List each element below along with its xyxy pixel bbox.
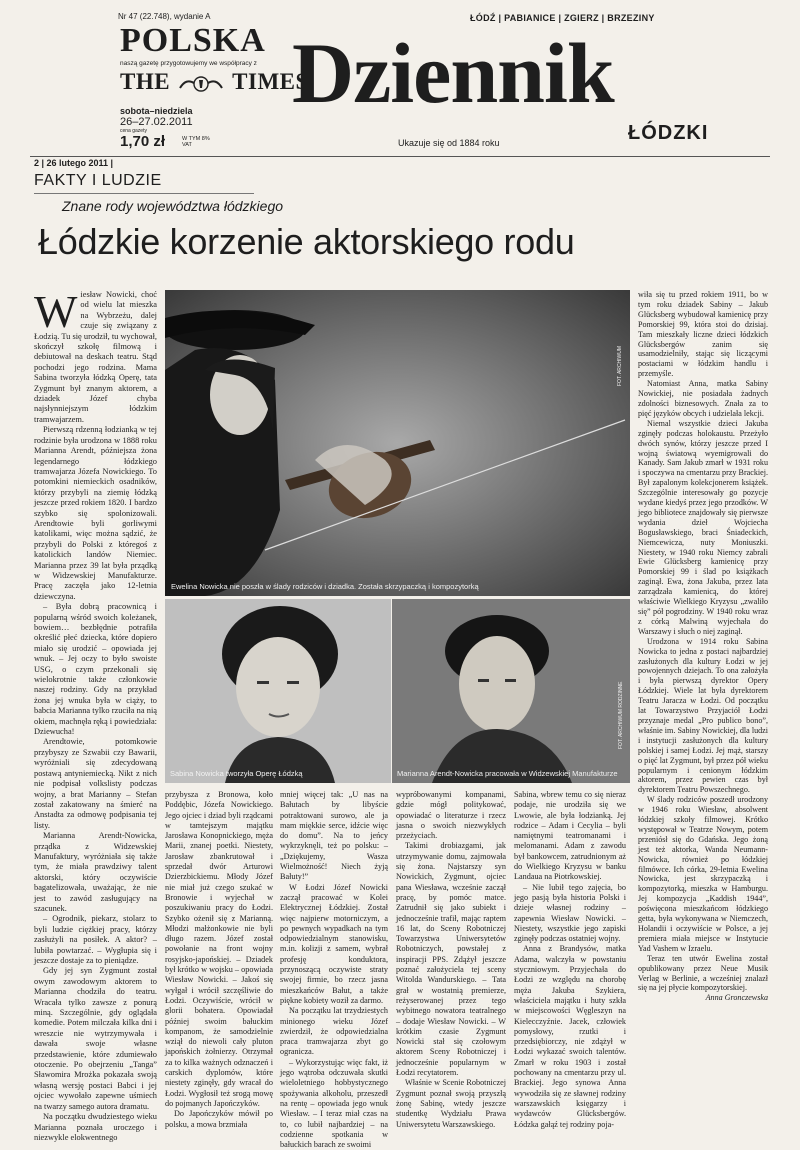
paragraph: Marianna Arendt-Nowicka, prządka z Widzewskiej Manufaktury, wyróżniała się także tym, że miała prawdziwy talent aktorski, który oczywiście bagatelizowała, uważając, że nie jest to zawód zasługujący na szacunek. <box>34 831 157 913</box>
article-column-4 <box>396 790 506 1129</box>
edition-dates: 26–27.02.2011 <box>120 116 193 128</box>
price-note: cena gazety <box>120 128 147 134</box>
photo-caption-left: Sabina Nowicka tworzyła Operę Łódzką <box>170 769 303 778</box>
drop-cap: W <box>34 286 78 337</box>
section-rubric: FAKTY I LUDZIE <box>34 172 162 189</box>
paragraph: Pierwszą rdzenną łodzianką w tej rodzinie była urodzona w 1888 roku Marianna Arendt, późniejsza żona legendarnego łódzkiego tramwajarza Józefa Nowickiego. To potomkini niemieckich osadników, którzy przybyli na ziemię łódzką jeszcze przed rokiem 1820. I bardzo szybko się spolonizowali. Arendtowie byli gorliwymi katolikami, więc można sądzić, że przybyli do Polski z któregoś z katolickich landów Niemiec. Marianna przez 39 lat była prządką w Widzewskiej Manufakturze. Pracę zaczęła jako 12-letnia dziewczyna. <box>34 425 157 601</box>
newspaper-title: Dziennik <box>292 25 614 121</box>
paragraph: W Łodzi Józef Nowicki zaczął pracować w Kolei Elektrycznej Łódzkiej. Został więc najpierw motorniczym, a po pewnych wypadkach na tym odpowiedzialnym stanowisku, m.in. kolizji z samem, wybrał profesję konduktora, przynoszącą oczywiste straty swojej firmie, bo rzecz jasna mieszkańców Bałut, a także piękne kobiety woził za darmo. <box>280 882 388 1005</box>
paragraph: Anna z Brandysów, matka Adama, walczyła w powstaniu styczniowym. Przyjechała do Łodzi ze względu na chorobę męża Jakuba Szykiera, właściciela majątku i huty szkła w miejscowości Węgleszyn na Kielecczyźnie. Jacek, człowiek pomysłowy, rzutki i przedsiębiorczy, nie zdążył w Łodzi wykazać swoich talentów. Zmarł w roku 1903 i został pochowany na cmentarzu przy ul. Brackiej. Jego synowa Anna wywodziła się ze sławnej rodziny warszawskich księgarzy i wydawców Glücksbergów. Łódzka gałąź tej rodziny poja- <box>514 944 626 1129</box>
paragraph: mniej więcej tak: „U nas na Bałutach by libyście potraktowani surowo, ale ja mam miękkie serce, idźcie więc do domu”. Na to jeńcy wykrzyknęli, też po polsku: – „Dziękujemy, Wasza Wielmożność! Niech żyją Bałuty!” <box>280 790 388 882</box>
article-column-3 <box>280 790 388 1150</box>
paragraph: iesław Nowicki, choć od wielu lat mieszka na Wybrzeżu, dalej czuje się związany z Łodzią. Tu się urodził, tu wychował, skończył szkołę filmową i debiutował na deskach teatru. Stąd pochodzi jego rodzina. Mama Sabina tworzyła łódzką Operę, tata Zygmunt był znanym aktorem, a dziadek Józef chyba najsłynniejszym łódzkim tramwajarzem. <box>34 290 157 424</box>
newspaper-subtitle: ŁÓDZKI <box>628 122 709 144</box>
paragraph: – Była dobrą pracownicą i popularną wśród swoich koleżanek, bowiem… bezbłędnie potrafiła określić płeć dziecka, które dopiero miało się urodzić – opowiada jej wnuk. – Jej oczy to było swoiste USG, o czym przekonali się wielokrotnie także członkowie naszej rodziny. Gdy na przykład żona jej wnuka była w ciąży, to babcia Marianna tylko rzuciła na nią okiem, machnęła ręką i powiedziała: Dziewucha! <box>34 602 158 737</box>
photo-caption-top: Ewelina Nowicka nie poszła w ślady rodziców i dziadka. Została skrzypaczką i kompozytorką <box>171 582 479 591</box>
paragraph: Właśnie w Scenie Robotniczej Zygmunt poznał swoją przyszłą żonę Sabinę, wtedy jeszcze studentkę Wydziału Prawa Uniwersytetu Warszawskiego. <box>396 1078 506 1129</box>
article-column-5 <box>514 790 626 1129</box>
paragraph: – Wykorzystując więc fakt, iż jego wątroba odczuwała skutki wieloletniego hobbystycznego spożywania alkoholu, przeszedł na rentę – opowiada jego wnuk Wiesław. – I teraz miał czas na to, co lubił najbardziej – na codzienne spotkania w bałuckich barach ze swoimi <box>280 1057 388 1150</box>
paragraph: Gdy jej syn Zygmunt został owym zawodowym aktorem to Marianna chodziła do teatru. Wracała tylko zawsze z ponurą miną. Szczególnie, gdy oglądała komedie. Potem milczała kilka dni i wreszcie nie wytrzymywała i dawała swoje własne przedstawienie, które zdumiewało otoczenie. Po obejrzeniu „Tanga” Sławomira Mrożka pokazała swoją własną wersję postaci Babci i jej ojciec wywołało zapewne uśmiech na twarzy samego autora dramatu. <box>34 966 157 1111</box>
city-editions: ŁÓDŹ | PABIANICE | ZGIERZ | BRZEZINY <box>470 13 655 23</box>
paragraph: Takimi drobiazgami, jak utrzymywanie domu, zajmowała się żona. Najstarszy syn Nowickich, Zygmunt, ojciec pana Wiesława, wcześnie zaczął pracę, by pomóc matce. Zatrudnił się jako subiekt i jednocześnie trafił, mając raptem 16 lat, do Sceny Robotniczej Towarzystwa Uniwersytetów Robotniczych, powstałej z inspiracji PPS. Zdążył jeszcze poznać założyciela tej sceny Witolda Wandurskiego. – Tata grał w wostatnią premierze, reżyserowanej przez tego wybitnego nowatora teatralnego – dodaje Wiesław Nowicki. – W krótkim czasie Zygmunt Nowicki stał się czołowym aktorem Sceny Robotniczej i jednocześnie popularnym w Łodzi recytatorem. <box>396 841 506 1078</box>
issue-number: Nr 47 (22.748), wydanie A <box>118 12 211 21</box>
paragraph: Na początku lat trzydziestych minionego wieku Józef zwierdził, że odpowiedzialna praca tramwajarza zbyt go ogranicza. <box>280 1006 388 1057</box>
paragraph: przybysza z Bronowa, koło Poddębic, Józefa Nowickiego. Jego ojciec i dziad byli rządcami w tamtejszym majątku Jarosława Konopnickiego, męża Marii, znanej poetki. Niestety, Jarosław zbankrutował i sprzedał dwór Arturowi Dzierzbickiemu. Młody Józef nie miał już czego szukać w Bronowie i wyjechał w poszukiwaniu pracy do Łodzi. Szybko ożenił się z Marianną. Młodzi małżonkowie nie byli długo razem. Józef został powołanie na front wojny rosyjsko-japońskiej. – Dziadek był krótko w wojsku – opowiada Wiesław Nowicki. – Jakoś się wyłgał i wrócił szczęśliwie do Łodzi. Oczywiście, wrócił w glorii bohatera. Opowiadał później swoim bałuckim kompanom, że samodzielnie wziął do niewoli cały pluton japońskich żołnierzy. Otrzymał za to kilka ważnych odznaczeń i carskich dyplomów, które niestety zginęły, gdy wracał do Łodzi. Wygłosił też srogą mowę do pojmanych Japończyków. <box>165 790 273 1108</box>
article-column-2 <box>165 790 273 1129</box>
crest-icon <box>178 76 224 92</box>
times-word-times: TIMES <box>232 69 309 94</box>
article-column-1 <box>34 286 158 1142</box>
article-column-6 <box>638 290 768 1128</box>
paragraph: W ślady rodziców poszedł urodzony w 1946 roku Wiesław, absolwent łódzkiej szkoły filmowej. Krótko występował w Teatrze Nowym, potem przeniósł się do Gdańska. Jego żoną jest też aktorka, Wanda Neumann-Nowicka, również po łódzkiej filmówce. Ich córka, 29-letnia Ewelina Nowicka, jest skrzypaczką i kompozytorką, mieszka w Hamburgu. Jej kompozycja „Kaddish 1944”, poświęcona mieszkańcom łódzkiego getta, była wykonywana w Niemczech, Holandii i oczywiście w Polsce, a jej premiera miała miejsce w Instytucie Yad Vashem w Izraelu. <box>638 795 768 953</box>
paragraph: – Ogrodnik, piekarz, stolarz to byli ludzie ciężkiej pracy, którzy zasłużyli na posiłek. A aktor? – lubiła powtarzać. – Wygłupia się i jeszcze dostaje za to pieniądze. <box>34 914 157 965</box>
photo-caption-right: Marianna Arendt-Nowicka pracowała w Widzewskiej Manufakturze <box>397 769 618 778</box>
partner-tagline: naszą gazetę przygotowujemy we współpracy z <box>120 60 257 67</box>
polska-logo: POLSKA <box>120 22 266 59</box>
price: 1,70 zł <box>120 133 166 150</box>
photo-ewelina <box>165 290 630 596</box>
paragraph: Na początku dwudziestego wieku Marianna poznała uroczego i niezwykle elokwentnego <box>34 1112 157 1142</box>
photo-sabina <box>165 599 391 783</box>
paragraph: Do Japończyków mówił po polsku, a mowa brzmiała <box>165 1109 273 1129</box>
edition-days: sobota–niedziela <box>120 106 193 116</box>
article-headline: Łódzkie korzenie aktorskiego rodu <box>38 221 575 262</box>
masthead-divider <box>30 156 770 157</box>
photo-credit-right: FOT. ARCHIWUM RODZINNE <box>618 681 624 749</box>
paragraph: wiła się tu przed rokiem 1911, bo w tym roku dziadek Sabiny – Jakub Glücksberg wybudował kamienicę przy Pomorskiej 99, która stoi do dzisiaj. Tam mieszkały liczne dzieci łódzkich Glücksbergów zanim się usamodzielniły, stając się liczącymi postaciami w łódzkim handlu i przemyśle. <box>638 290 768 379</box>
portrait-sabina <box>165 599 391 783</box>
paragraph: Arendtowie, potomkowie przybyszy ze Szwabii czy Bawarii, wyróżniali się zdecydowaną postawą antyniemiecką. Nikt z nich nie podpisał volkslisty podczas wojny, a brat Marianny – Stefan został zakatowany na śmierć na Anstadta za odmowę podpisania tej listy. <box>34 737 157 830</box>
vat-note: W TYM 8% VAT <box>182 136 210 148</box>
founding-note: Ukazuje się od 1884 roku <box>398 138 500 148</box>
portrait-marianna <box>392 599 630 783</box>
paragraph: Niemal wszystkie dzieci Jakuba zginęły podczas holokaustu. Przeżyło dwóch synów, którzy jeszcze przed I wojną światową wyemigrowali do Kanady. Sam Jakub zmarł w 1931 roku i spoczywa na cmentarzu przy Brackiej. Był zapalonym kolekcjonerem książek. Szczególnie interesowały go pozycje wydane kiedyś przez jego przodków. W jego bibliotece znajdowały się pierwsze wydania dzieł Wojciecha Bogusławskiego, braci Śniadeckich, Niemcewicza, nuty Moniuszki. Niestety, w 1940 roku Niemcy zabrali Ewie Glücksberg kamienicę przy Pomorskiej 99 i ślad po książkach zaginął. Ewa, żona Jakuba, przez lata zarządzała kamienicą, do której właściwie Wielkiego Kryzysu „zwaliło się” pół pogrodziny. W 1940 roku wraz z córką Malwiną wyjechała do Warszawy i słuch o niej zaginął. <box>638 418 768 636</box>
paragraph: Natomiast Anna, matka Sabiny Nowickiej, nie posiadała żadnych zdolności biznesowych. Znała za to pięć języków obcych i udzielała lekcji. <box>638 379 768 418</box>
photo-marianna <box>392 599 630 783</box>
paragraph: Teraz ten utwór Ewelina został opublikowany przez Neue Musik Verlag w Berlinie, a wcześniej znalazł się na jej płycie kompozytorskiej. <box>638 953 768 993</box>
author-signature: Anna Gronczewska <box>705 993 768 1003</box>
paragraph: – Nie lubił tego zajęcia, bo jego pasją była historia Polski i dzieje własnej rodziny – zapewnia Wiesław Nowicki. – Niestety, wszystkie jego zapiski zginęły podczas ostatniej wojny. <box>514 882 626 944</box>
paragraph: wypróbowanymi kompanami, gdzie mógł politykować, opowiadać o literaturze i rzecz jasna o swoich niezwykłych przeżyciach. <box>396 790 506 841</box>
paragraph: Sabina, wbrew temu co się nieraz podaje, nie urodziła się we Lwowie, ale była łodzianką. Jej rodzice – Adam i Cecylia – byli namiętnymi teatromanami i melomanami. Adam z zawodu był bankowcem, zatrudnionym aż do Wielkiego Kryzysu w banku Landaua na Piotrkowskiej. <box>514 790 626 882</box>
article-kicker: Znane rody województwa łódzkiego <box>62 198 284 214</box>
times-word-the: THE <box>120 69 171 94</box>
the-times-logo <box>120 70 309 94</box>
photo-credit-top: FOT. ARCHIWUM <box>617 346 623 386</box>
page-info: 2 | 26 lutego 2011 | <box>34 158 114 168</box>
paragraph: Urodzona w 1914 roku Sabina Nowicka to jedna z postaci najbardziej zasłużonych dla kultury Łodzi w jej powojennych dziejach. To ona założyła i była pierwszą dyrektor Opery Łódzkiej. Wiele lat była dyrektorem Teatru Jaracza w Łodzi. Od początku lat Towarzystwo Przyjaciół Łodzi przyznaje medal „Pro publico bono”, właśnie im. Sabiny Nowickiej, dla ludzi i instytucji zasłużonych dla kultury polskiej i samej Łodzi. Jej mąż, starszy o pięć lat Zygmunt, był przez pół wieku popularnym i cenionym łódzkim aktorem, przez pewien czas był dyrektorem Teatru Powszechnego. <box>638 636 768 795</box>
violinist-illustration <box>165 290 630 596</box>
rubric-rule <box>34 193 254 194</box>
